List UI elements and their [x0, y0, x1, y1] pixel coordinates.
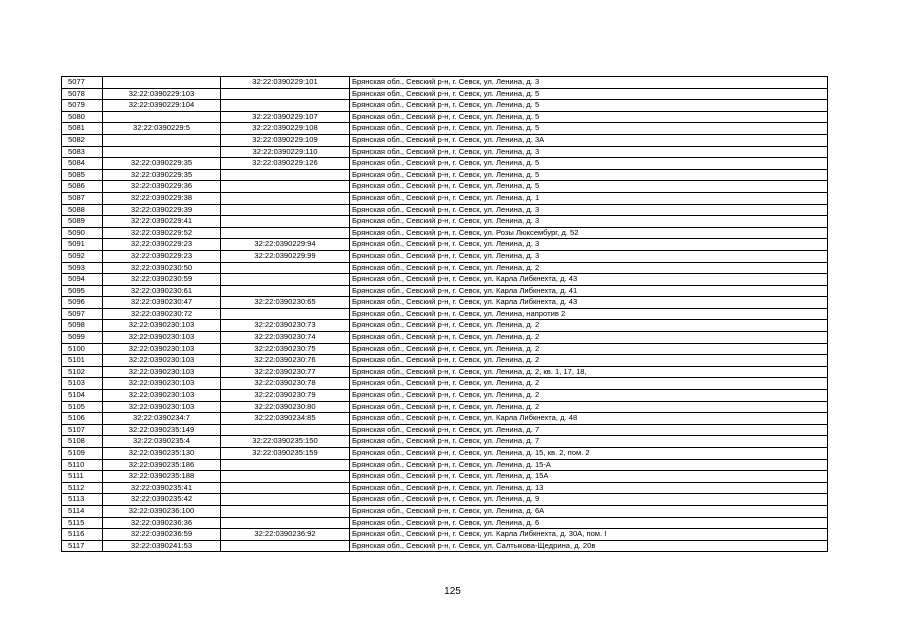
cadastral-number-cell: 32:22:0390229:38: [103, 192, 221, 204]
related-cadastral-number-cell: 32:22:0390230:65: [221, 297, 350, 309]
cadastral-number-cell: [103, 111, 221, 123]
related-cadastral-number-cell: 32:22:0390229:94: [221, 239, 350, 251]
address-cell: Брянская обл., Севский р-н, г. Севск, ул. Ленина, д. 9: [350, 494, 828, 506]
row-number-cell: 5108: [62, 436, 103, 448]
table-row: [62, 181, 828, 193]
related-cadastral-number-cell: 32:22:0390229:126: [221, 158, 350, 170]
row-number-cell: 5103: [62, 378, 103, 390]
cadastral-number-cell: 32:22:0390229:35: [103, 158, 221, 170]
cadastral-number-cell: 32:22:0390235:188: [103, 471, 221, 483]
address-cell: Брянская обл., Севский р-н, г. Севск, ул. Ленина, д. 2: [350, 390, 828, 402]
table-row: [62, 529, 828, 541]
cadastral-number-cell: 32:22:0390230:47: [103, 297, 221, 309]
related-cadastral-number-cell: [221, 216, 350, 228]
table-row: [62, 204, 828, 216]
cadastral-number-cell: 32:22:0390235:130: [103, 448, 221, 460]
address-cell: Брянская обл., Севский р-н, г. Севск, ул. Ленина, д. 5: [350, 88, 828, 100]
table-row: [62, 77, 828, 89]
table-row: [62, 158, 828, 170]
related-cadastral-number-cell: 32:22:0390235:150: [221, 436, 350, 448]
cadastral-number-cell: 32:22:0390229:35: [103, 169, 221, 181]
row-number-cell: 5116: [62, 529, 103, 541]
table-row: [62, 378, 828, 390]
related-cadastral-number-cell: 32:22:0390229:101: [221, 77, 350, 89]
related-cadastral-number-cell: [221, 88, 350, 100]
cadastral-number-cell: [103, 134, 221, 146]
table-row: [62, 192, 828, 204]
related-cadastral-number-cell: 32:22:0390230:75: [221, 343, 350, 355]
cadastral-number-cell: 32:22:0390230:103: [103, 355, 221, 367]
row-number-cell: 5099: [62, 332, 103, 344]
related-cadastral-number-cell: 32:22:0390229:109: [221, 134, 350, 146]
address-cell: Брянская обл., Севский р-н, г. Севск, ул. Ленина, напротив 2: [350, 308, 828, 320]
address-cell: Брянская обл., Севский р-н, г. Севск, ул. Ленина, д. 5: [350, 158, 828, 170]
address-cell: Брянская обл., Севский р-н, г. Севск, ул. Карла Либкнехта, д. 43: [350, 274, 828, 286]
address-cell: Брянская обл., Севский р-н, г. Севск, ул. Ленина, д. 3: [350, 239, 828, 251]
table-row: [62, 471, 828, 483]
related-cadastral-number-cell: 32:22:0390230:74: [221, 332, 350, 344]
row-number-cell: 5096: [62, 297, 103, 309]
cadastral-number-cell: 32:22:0390230:103: [103, 401, 221, 413]
cadastral-number-cell: 32:22:0390229:5: [103, 123, 221, 135]
address-cell: Брянская обл., Севский р-н, г. Севск, ул. Ленина, д. 15-А: [350, 459, 828, 471]
related-cadastral-number-cell: 32:22:0390230:77: [221, 366, 350, 378]
row-number-cell: 5097: [62, 308, 103, 320]
address-cell: Брянская обл., Севский р-н, г. Севск, ул. Ленина, д. 5: [350, 100, 828, 112]
row-number-cell: 5106: [62, 413, 103, 425]
related-cadastral-number-cell: [221, 204, 350, 216]
related-cadastral-number-cell: [221, 471, 350, 483]
row-number-cell: 5115: [62, 517, 103, 529]
table-row: [62, 250, 828, 262]
cadastral-number-cell: 32:22:0390236:36: [103, 517, 221, 529]
row-number-cell: 5095: [62, 285, 103, 297]
address-cell: Брянская обл., Севский р-н, г. Севск, ул. Ленина, д. 7: [350, 436, 828, 448]
related-cadastral-number-cell: 32:22:0390229:107: [221, 111, 350, 123]
related-cadastral-number-cell: 32:22:0390230:73: [221, 320, 350, 332]
address-cell: Брянская обл., Севский р-н, г. Севск, ул. Ленина, д. 5: [350, 169, 828, 181]
row-number-cell: 5093: [62, 262, 103, 274]
address-cell: Брянская обл., Севский р-н, г. Севск, ул. Ленина, д. 3: [350, 204, 828, 216]
cadastral-number-cell: 32:22:0390230:103: [103, 320, 221, 332]
address-cell: Брянская обл., Севский р-н, г. Севск, ул. Ленина, д. 6А: [350, 505, 828, 517]
row-number-cell: 5089: [62, 216, 103, 228]
row-number-cell: 5105: [62, 401, 103, 413]
address-cell: Брянская обл., Севский р-н, г. Севск, ул. Ленина, д. 3А: [350, 134, 828, 146]
address-cell: Брянская обл., Севский р-н, г. Севск, ул. Ленина, д. 2: [350, 320, 828, 332]
cadastral-number-cell: 32:22:0390241:53: [103, 540, 221, 552]
table-row: [62, 482, 828, 494]
cadastral-number-cell: 32:22:0390235:41: [103, 482, 221, 494]
row-number-cell: 5113: [62, 494, 103, 506]
table-row: [62, 517, 828, 529]
table-row: [62, 285, 828, 297]
row-number-cell: 5080: [62, 111, 103, 123]
address-cell: Брянская обл., Севский р-н, г. Севск, ул. Ленина, д. 13: [350, 482, 828, 494]
row-number-cell: 5086: [62, 181, 103, 193]
address-cell: Брянская обл., Севский р-н, г. Севск, ул. Карла Либкнехта, д. 41: [350, 285, 828, 297]
related-cadastral-number-cell: 32:22:0390230:76: [221, 355, 350, 367]
cadastral-number-cell: 32:22:0390230:50: [103, 262, 221, 274]
table-row: [62, 308, 828, 320]
related-cadastral-number-cell: [221, 227, 350, 239]
address-cell: Брянская обл., Севский р-н, г. Севск, ул. Ленина, д. 6: [350, 517, 828, 529]
row-number-cell: 5109: [62, 448, 103, 460]
related-cadastral-number-cell: [221, 505, 350, 517]
address-cell: Брянская обл., Севский р-н, г. Севск, ул. Ленина, д. 5: [350, 123, 828, 135]
row-number-cell: 5098: [62, 320, 103, 332]
cadastral-number-cell: 32:22:0390236:100: [103, 505, 221, 517]
table-row: [62, 134, 828, 146]
table-row: [62, 146, 828, 158]
address-cell: Брянская обл., Севский р-н, г. Севск, ул. Ленина, д. 2: [350, 343, 828, 355]
address-cell: Брянская обл., Севский р-н, г. Севск, ул. Ленина, д. 1: [350, 192, 828, 204]
row-number-cell: 5090: [62, 227, 103, 239]
table-row: [62, 274, 828, 286]
cadastral-number-cell: 32:22:0390229:23: [103, 250, 221, 262]
table-row: [62, 505, 828, 517]
address-cell: Брянская обл., Севский р-н, г. Севск, ул. Ленина, д. 2: [350, 401, 828, 413]
address-cell: Брянская обл., Севский р-н, г. Севск, ул. Карла Либкнехта, д. 30А, пом. I: [350, 529, 828, 541]
row-number-cell: 5100: [62, 343, 103, 355]
row-number-cell: 5111: [62, 471, 103, 483]
table-row: [62, 390, 828, 402]
table-row: [62, 262, 828, 274]
address-cell: Брянская обл., Севский р-н, г. Севск, ул. Розы Люксембург, д. 52: [350, 227, 828, 239]
table-row: [62, 320, 828, 332]
row-number-cell: 5107: [62, 424, 103, 436]
address-cell: Брянская обл., Севский р-н, г. Севск, ул. Ленина, д. 5: [350, 181, 828, 193]
table-row: [62, 100, 828, 112]
cadastral-number-cell: 32:22:0390230:103: [103, 390, 221, 402]
address-cell: Брянская обл., Севский р-н, г. Севск, ул. Ленина, д. 2: [350, 378, 828, 390]
address-cell: Брянская обл., Севский р-н, г. Севск, ул. Ленина, д. 2: [350, 355, 828, 367]
related-cadastral-number-cell: [221, 192, 350, 204]
cadastral-number-cell: 32:22:0390230:103: [103, 332, 221, 344]
address-cell: Брянская обл., Севский р-н, г. Севск, ул. Ленина, д. 2: [350, 262, 828, 274]
row-number-cell: 5088: [62, 204, 103, 216]
row-number-cell: 5084: [62, 158, 103, 170]
address-cell: Брянская обл., Севский р-н, г. Севск, ул. Ленина, д. 15А: [350, 471, 828, 483]
row-number-cell: 5077: [62, 77, 103, 89]
registry-table: [61, 76, 828, 552]
cadastral-number-cell: 32:22:0390230:103: [103, 366, 221, 378]
table-row: [62, 227, 828, 239]
row-number-cell: 5117: [62, 540, 103, 552]
address-cell: Брянская обл., Севский р-н, г. Севск, ул. Ленина, д. 7: [350, 424, 828, 436]
address-cell: Брянская обл., Севский р-н, г. Севск, ул. Карла Либкнехта, д. 43: [350, 297, 828, 309]
related-cadastral-number-cell: [221, 169, 350, 181]
related-cadastral-number-cell: 32:22:0390230:79: [221, 390, 350, 402]
table-row: [62, 413, 828, 425]
address-cell: Брянская обл., Севский р-н, г. Севск, ул. Ленина, д. 3: [350, 250, 828, 262]
row-number-cell: 5102: [62, 366, 103, 378]
related-cadastral-number-cell: 32:22:0390236:92: [221, 529, 350, 541]
cadastral-number-cell: 32:22:0390229:36: [103, 181, 221, 193]
table-row: [62, 459, 828, 471]
address-cell: Брянская обл., Севский р-н, г. Севск, ул. Ленина, д. 15, кв. 2, пом. 2: [350, 448, 828, 460]
related-cadastral-number-cell: [221, 494, 350, 506]
address-cell: Брянская обл., Севский р-н, г. Севск, ул. Ленина, д. 3: [350, 146, 828, 158]
cadastral-number-cell: 32:22:0390230:103: [103, 378, 221, 390]
related-cadastral-number-cell: 32:22:0390235:159: [221, 448, 350, 460]
row-number-cell: 5114: [62, 505, 103, 517]
cadastral-number-cell: 32:22:0390229:103: [103, 88, 221, 100]
table-row: [62, 448, 828, 460]
row-number-cell: 5101: [62, 355, 103, 367]
row-number-cell: 5079: [62, 100, 103, 112]
address-cell: Брянская обл., Севский р-н, г. Севск, ул. Салтыкова-Щедрина, д. 20в: [350, 540, 828, 552]
table-row: [62, 494, 828, 506]
cadastral-number-cell: 32:22:0390235:186: [103, 459, 221, 471]
cadastral-number-cell: 32:22:0390229:41: [103, 216, 221, 228]
address-cell: Брянская обл., Севский р-н, г. Севск, ул. Ленина, д. 5: [350, 111, 828, 123]
address-cell: Брянская обл., Севский р-н, г. Севск, ул. Ленина, д. 3: [350, 77, 828, 89]
table-row: [62, 355, 828, 367]
address-cell: Брянская обл., Севский р-н, г. Севск, ул. Карла Либкнехта, д. 48: [350, 413, 828, 425]
page-number: 125: [444, 586, 461, 597]
row-number-cell: 5092: [62, 250, 103, 262]
table-row: [62, 343, 828, 355]
row-number-cell: 5082: [62, 134, 103, 146]
row-number-cell: 5110: [62, 459, 103, 471]
cadastral-number-cell: 32:22:0390235:149: [103, 424, 221, 436]
table-row: [62, 366, 828, 378]
cadastral-number-cell: 32:22:0390230:59: [103, 274, 221, 286]
cadastral-number-cell: 32:22:0390234:7: [103, 413, 221, 425]
cadastral-number-cell: 32:22:0390230:61: [103, 285, 221, 297]
cadastral-number-cell: 32:22:0390229:104: [103, 100, 221, 112]
table-row: [62, 216, 828, 228]
related-cadastral-number-cell: 32:22:0390234:85: [221, 413, 350, 425]
related-cadastral-number-cell: [221, 308, 350, 320]
table-row: [62, 88, 828, 100]
table-row: [62, 239, 828, 251]
related-cadastral-number-cell: [221, 181, 350, 193]
row-number-cell: 5104: [62, 390, 103, 402]
related-cadastral-number-cell: [221, 262, 350, 274]
cadastral-number-cell: 32:22:0390235:42: [103, 494, 221, 506]
row-number-cell: 5078: [62, 88, 103, 100]
table-row: [62, 123, 828, 135]
cadastral-number-cell: 32:22:0390230:72: [103, 308, 221, 320]
row-number-cell: 5081: [62, 123, 103, 135]
cadastral-number-cell: 32:22:0390236:59: [103, 529, 221, 541]
row-number-cell: 5094: [62, 274, 103, 286]
row-number-cell: 5112: [62, 482, 103, 494]
row-number-cell: 5085: [62, 169, 103, 181]
related-cadastral-number-cell: [221, 540, 350, 552]
table-row: [62, 297, 828, 309]
related-cadastral-number-cell: [221, 517, 350, 529]
registry-body: [62, 77, 828, 552]
table-row: [62, 436, 828, 448]
cadastral-number-cell: 32:22:0390229:39: [103, 204, 221, 216]
cadastral-number-cell: 32:22:0390230:103: [103, 343, 221, 355]
cadastral-number-cell: 32:22:0390229:52: [103, 227, 221, 239]
related-cadastral-number-cell: 32:22:0390229:110: [221, 146, 350, 158]
related-cadastral-number-cell: [221, 100, 350, 112]
table-row: [62, 540, 828, 552]
cadastral-number-cell: 32:22:0390235:4: [103, 436, 221, 448]
address-cell: Брянская обл., Севский р-н, г. Севск, ул. Ленина, д. 2, кв. 1, 17, 18,: [350, 366, 828, 378]
row-number-cell: 5091: [62, 239, 103, 251]
related-cadastral-number-cell: [221, 285, 350, 297]
table-row: [62, 401, 828, 413]
cadastral-number-cell: [103, 77, 221, 89]
table-row: [62, 424, 828, 436]
related-cadastral-number-cell: 32:22:0390229:99: [221, 250, 350, 262]
related-cadastral-number-cell: [221, 424, 350, 436]
related-cadastral-number-cell: 32:22:0390229:108: [221, 123, 350, 135]
row-number-cell: 5083: [62, 146, 103, 158]
related-cadastral-number-cell: [221, 274, 350, 286]
address-cell: Брянская обл., Севский р-н, г. Севск, ул. Ленина, д. 3: [350, 216, 828, 228]
address-cell: Брянская обл., Севский р-н, г. Севск, ул. Ленина, д. 2: [350, 332, 828, 344]
related-cadastral-number-cell: 32:22:0390230:78: [221, 378, 350, 390]
related-cadastral-number-cell: [221, 459, 350, 471]
cadastral-number-cell: 32:22:0390229:23: [103, 239, 221, 251]
related-cadastral-number-cell: 32:22:0390230:80: [221, 401, 350, 413]
related-cadastral-number-cell: [221, 482, 350, 494]
table-row: [62, 332, 828, 344]
table-row: [62, 111, 828, 123]
table-row: [62, 169, 828, 181]
cadastral-number-cell: [103, 146, 221, 158]
row-number-cell: 5087: [62, 192, 103, 204]
